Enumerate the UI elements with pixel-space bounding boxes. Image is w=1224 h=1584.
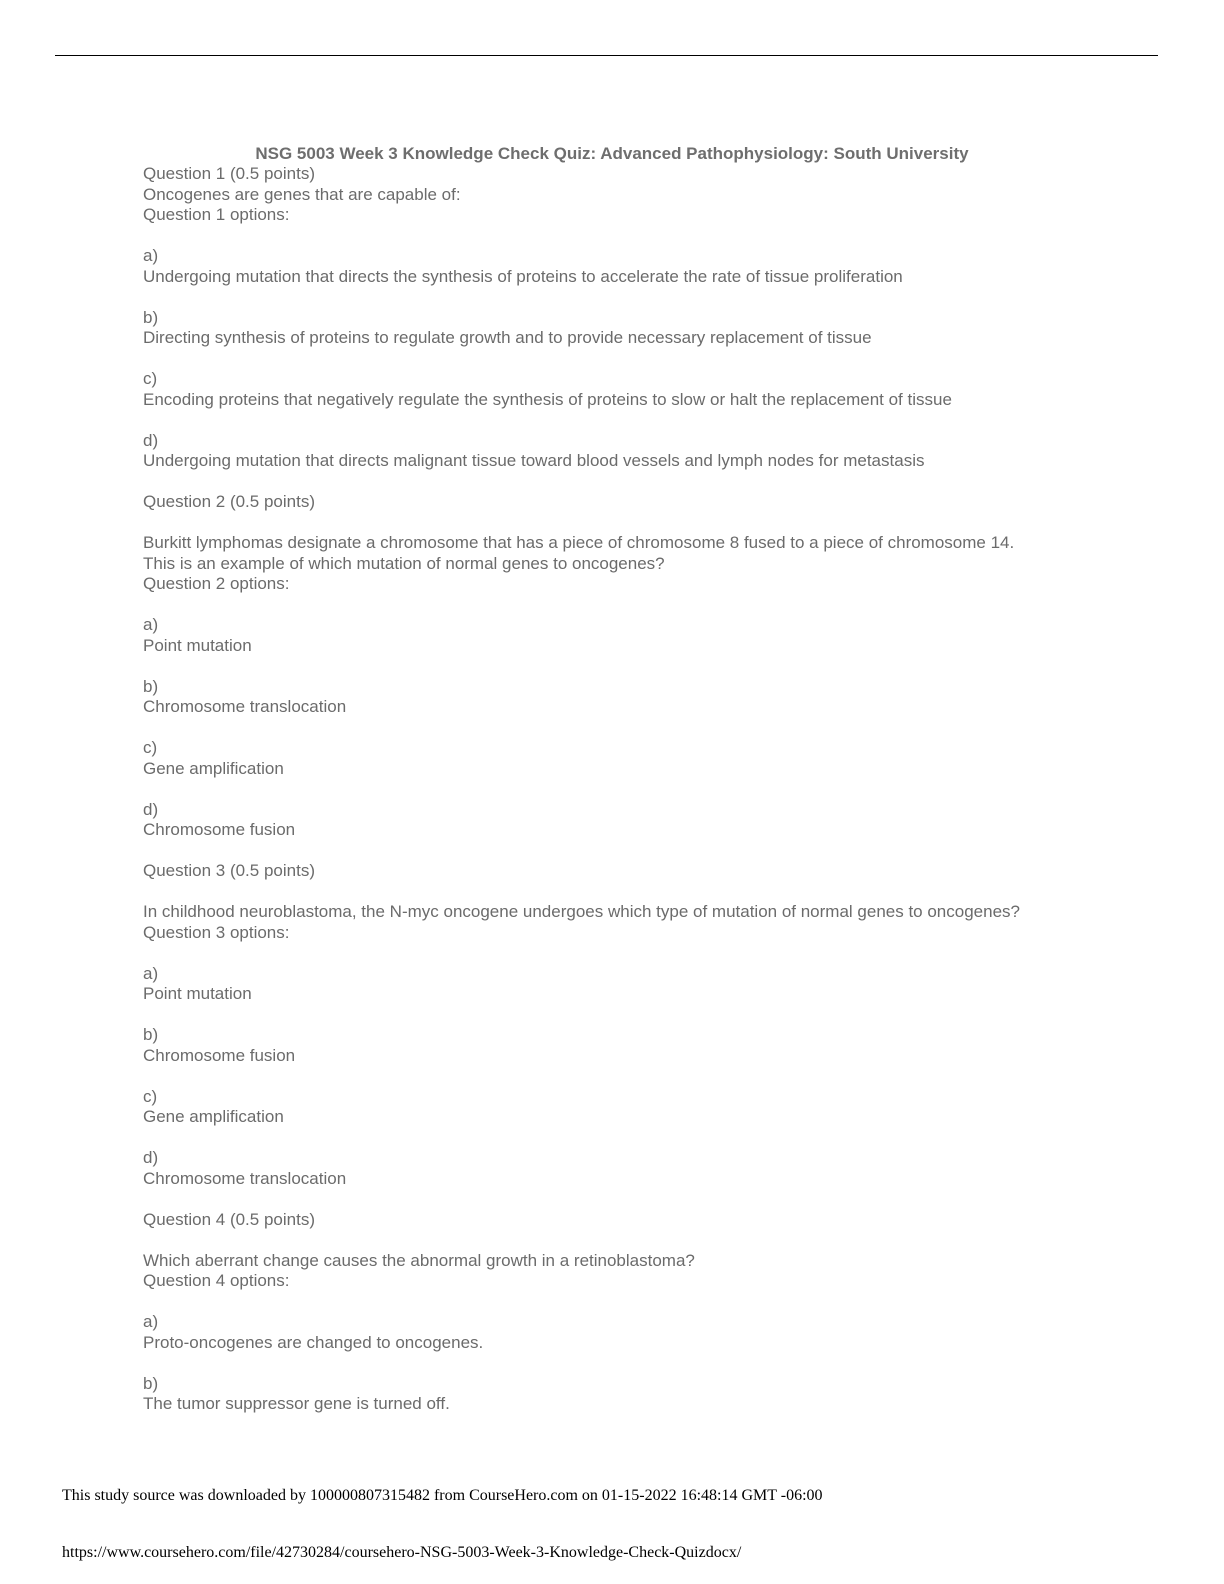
option-letter: c)	[143, 738, 158, 757]
spacer	[143, 226, 1143, 247]
spacer	[143, 1353, 1143, 1374]
option-letter: d)	[143, 1148, 159, 1167]
quiz-content	[143, 164, 1143, 1415]
question-prompt: This is an example of which mutation of normal genes to oncogenes?	[143, 553, 665, 573]
option-letter: c)	[143, 1086, 158, 1106]
option-text: Point mutation	[143, 635, 252, 655]
option-text: Gene amplification	[143, 758, 284, 778]
option-text: Directing synthesis of proteins to regulate growth and to provide necessary replacement of tissue	[143, 328, 872, 347]
spacer	[143, 656, 1143, 677]
spacer	[143, 472, 1143, 493]
spacer	[143, 349, 1143, 370]
option-text: The tumor suppressor gene is turned off.	[143, 1394, 450, 1413]
question-header: Question 3 (0.5 points)	[143, 861, 315, 880]
question-prompt: Burkitt lymphomas designate a chromosome that has a piece of chromosome 8 fused to a piece of chromosome 14.	[143, 533, 1015, 552]
option-letter: c)	[143, 369, 158, 388]
option-text: Point mutation	[143, 984, 252, 1003]
option-letter: d)	[143, 430, 159, 450]
download-notice: This study source was downloaded by 100000807315482 from CourseHero.com on 01-15-2022 16:48:14 GMT -06:00	[62, 1487, 823, 1504]
question-header: Question 4 (0.5 points)	[143, 1209, 315, 1229]
spacer	[143, 595, 1143, 616]
question-header: Question 2 (0.5 points)	[143, 492, 315, 511]
spacer	[143, 1005, 1143, 1026]
spacer	[143, 410, 1143, 431]
spacer	[143, 1128, 1143, 1149]
option-text: Chromosome translocation	[143, 1168, 347, 1188]
spacer	[143, 1292, 1143, 1313]
spacer	[143, 882, 1143, 903]
option-letter: b)	[143, 1025, 159, 1044]
option-letter: d)	[143, 799, 159, 819]
options-label: Question 1 options:	[143, 205, 290, 224]
option-letter: a)	[143, 963, 159, 983]
option-text: Proto-oncogenes are changed to oncogenes.	[143, 1332, 484, 1352]
question-prompt: Oncogenes are genes that are capable of:	[143, 184, 461, 204]
option-letter: b)	[143, 307, 159, 327]
spacer	[143, 513, 1143, 534]
spacer	[143, 841, 1143, 862]
spacer	[143, 1230, 1143, 1251]
option-text: Chromosome translocation	[143, 697, 347, 716]
options-label: Question 3 options:	[143, 922, 290, 942]
spacer	[143, 1189, 1143, 1210]
spacer	[143, 943, 1143, 964]
spacer	[143, 718, 1143, 739]
option-text: Undergoing mutation that directs malignant tissue toward blood vessels and lymph nodes for metastasis	[143, 451, 925, 470]
top-rule	[55, 55, 1158, 56]
spacer	[143, 287, 1143, 308]
document-title: NSG 5003 Week 3 Knowledge Check Quiz: Advanced Pathophysiology: South University	[255, 144, 969, 163]
spacer	[143, 779, 1143, 800]
question-prompt: In childhood neuroblastoma, the N-myc oncogene undergoes which type of mutation of normal genes to oncogenes?	[143, 902, 1020, 921]
source-url: https://www.coursehero.com/file/42730284/coursehero-NSG-5003-Week-3-Knowledge-Check-Quizdocx/	[62, 1544, 742, 1561]
options-label: Question 4 options:	[143, 1271, 290, 1290]
option-letter: a)	[143, 1312, 159, 1331]
option-letter: b)	[143, 1373, 159, 1393]
option-text: Undergoing mutation that directs the synthesis of proteins to accelerate the rate of tissue proliferation	[143, 266, 903, 286]
question-header: Question 1 (0.5 points)	[143, 164, 315, 183]
option-text: Chromosome fusion	[143, 1045, 296, 1065]
option-letter: a)	[143, 246, 159, 265]
options-label: Question 2 options:	[143, 574, 290, 593]
spacer	[143, 1066, 1143, 1087]
question-prompt: Which aberrant change causes the abnormal growth in a retinoblastoma?	[143, 1250, 695, 1270]
option-letter: b)	[143, 676, 159, 696]
option-text: Chromosome fusion	[143, 820, 296, 839]
option-text: Gene amplification	[143, 1107, 284, 1126]
option-text: Encoding proteins that negatively regulate the synthesis of proteins to slow or halt the replacement of tissue	[143, 389, 952, 409]
option-letter: a)	[143, 615, 159, 634]
